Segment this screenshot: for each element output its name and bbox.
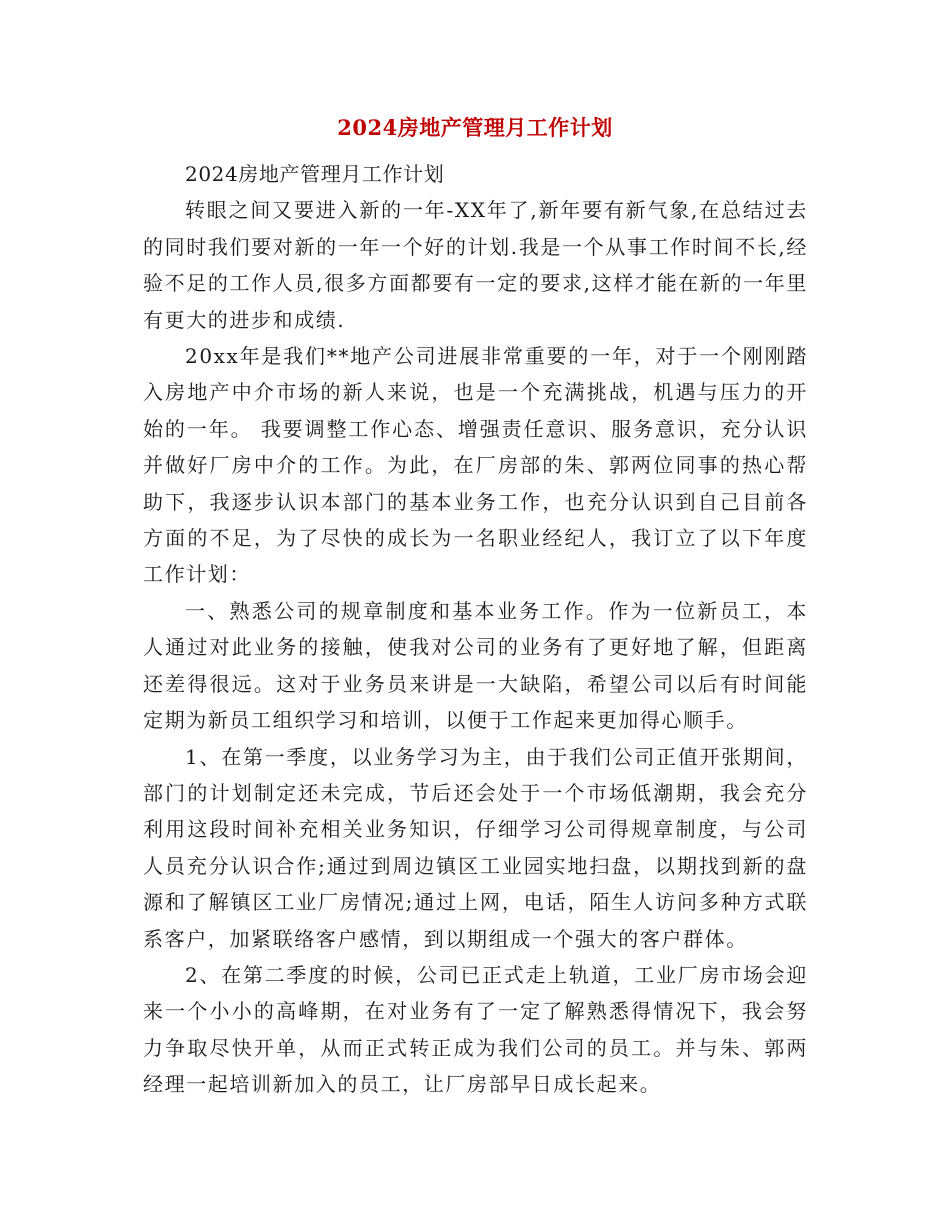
section-one-paragraph: 一、熟悉公司的规章制度和基本业务工作。作为一位新员工，本人通过对此业务的接触，使我对公司的业务有了更好地了解，但距离还差得很远。这对于业务员来讲是一大缺陷，希望公司以后有时间能定期为新员工组织学习和培训，以便于工作起来更加得心顺手。 bbox=[143, 598, 808, 733]
second-quarter-paragraph: 2、在第二季度的时候，公司已正式走上轨道，工业厂房市场会迎来一个小小的高峰期，在对业务有了一定了解熟悉得情况下，我会努力争取尽快开单，从而正式转正成为我们公司的员工。并与朱、郭两经理一起培训新加入的员工，让厂房部早日成长起来。 bbox=[143, 962, 808, 1097]
document-title: 2024房地产管理月工作计划 bbox=[337, 115, 613, 140]
year-overview-paragraph: 20xx年是我们**地产公司进展非常重要的一年，对于一个刚刚踏入房地产中介市场的新人来说，也是一个充满挑战，机遇与压力的开始的一年。 我要调整工作心态、增强责任意识、服务意识，充分认识并做好厂房中介的工作。为此，在厂房部的朱、郭两位同事的热心帮助下，我逐步认识本部门的基本业务工作，也充分认识到自己目前各方面的不足，为了尽快的成长为一名职业经纪人，我订立了以下年度工作计划： bbox=[143, 344, 808, 587]
intro-paragraph: 转眼之间又要进入新的一年-XX年了,新年要有新气象,在总结过去的同时我们要对新的一年一个好的计划.我是一个从事工作时间不长,经验不足的工作人员,很多方面都要有一定的要求,这样才能在新的一年里有更大的进步和成绩. bbox=[143, 198, 808, 332]
document-subtitle: 2024房地产管理月工作计划 bbox=[185, 162, 445, 186]
document-body bbox=[143, 156, 808, 1103]
first-quarter-paragraph: 1、在第一季度，以业务学习为主，由于我们公司正值开张期间，部门的计划制定还未完成，节后还会处于一个市场低潮期，我会充分利用这段时间补充相关业务知识，仔细学习公司得规章制度，与公司人员充分认识合作;通过到周边镇区工业园实地扫盘，以期找到新的盘源和了解镇区工业厂房情况;通过上网，电话，陌生人访问多种方式联系客户，加紧联络客户感情，到以期组成一个强大的客户群体。 bbox=[143, 744, 808, 951]
